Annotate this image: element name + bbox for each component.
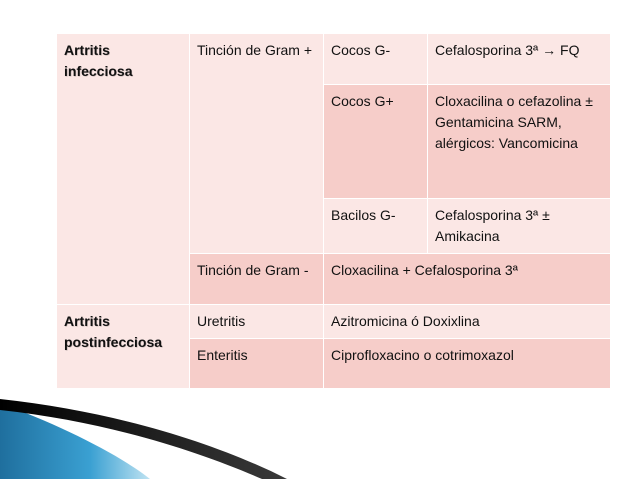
treatment-cell: Ciprofloxacino o cotrimoxazol	[324, 339, 611, 389]
section-header-infecciosa: Artritis infecciosa	[57, 34, 190, 305]
stain-cell-gram-negative: Tinción de Gram -	[190, 254, 324, 305]
treatment-table	[56, 33, 611, 389]
stain-cell-gram-positive: Tinción de Gram +	[190, 34, 324, 254]
organism-cell: Cocos G+	[324, 85, 428, 199]
treatment-cell: Cefalosporina 3ª → FQ	[428, 34, 611, 85]
treatment-cell: Cloxacilina o cefazolina ± Gentamicina SARM, alérgicos: Vancomicina	[428, 85, 611, 199]
table-row	[57, 34, 611, 85]
black-swoosh-shape	[0, 399, 287, 479]
condition-cell: Uretritis	[190, 305, 324, 339]
table-row	[57, 305, 611, 339]
treatment-cell: Azitromicina ó Doxixlina	[324, 305, 611, 339]
section-header-postinfecciosa: Artritis postinfecciosa	[57, 305, 190, 389]
treatment-cell: Cefalosporina 3ª ± Amikacina	[428, 199, 611, 254]
organism-cell: Bacilos G-	[324, 199, 428, 254]
treatment-cell: Cloxacilina + Cefalosporina 3ª	[324, 254, 611, 305]
organism-cell: Cocos G-	[324, 34, 428, 85]
condition-cell: Enteritis	[190, 339, 324, 389]
blue-swoosh-shape	[0, 403, 150, 479]
